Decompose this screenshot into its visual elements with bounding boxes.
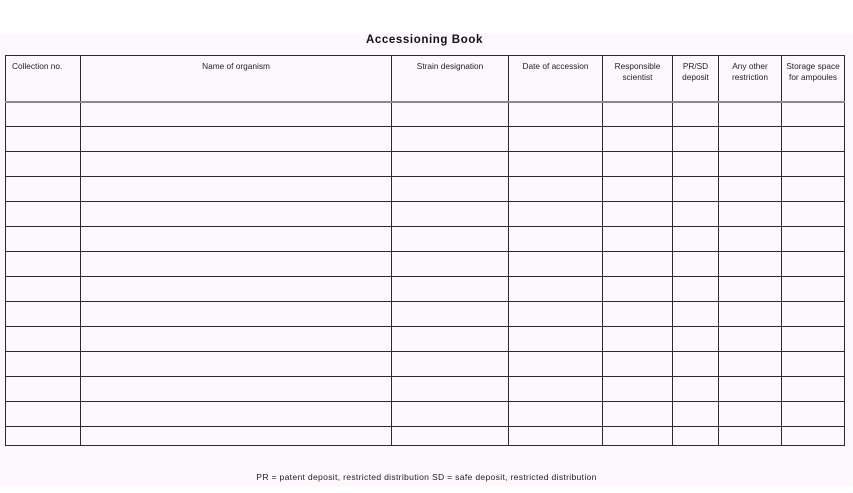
document-title: Accessioning Book (366, 34, 483, 46)
table-cell (6, 302, 81, 327)
table-cell (782, 177, 845, 202)
table-cell (392, 302, 509, 327)
table-cell (392, 277, 509, 302)
table-cell (6, 327, 81, 352)
table-cell (603, 202, 673, 227)
table-row (6, 152, 845, 177)
table-cell (81, 352, 392, 377)
table-cell (719, 102, 782, 127)
table-cell (509, 402, 603, 427)
table-cell (392, 427, 509, 446)
table-cell (392, 252, 509, 277)
table-header-row (6, 56, 845, 102)
table-cell (81, 227, 392, 252)
table-cell (719, 327, 782, 352)
table-cell (509, 252, 603, 277)
table-cell (673, 152, 719, 177)
table-cell (81, 327, 392, 352)
table-cell (782, 202, 845, 227)
table-cell (603, 127, 673, 152)
table-cell (81, 302, 392, 327)
table-cell (782, 327, 845, 352)
table-cell (719, 202, 782, 227)
table-cell (673, 302, 719, 327)
table-cell (782, 402, 845, 427)
table-cell (673, 352, 719, 377)
table-row (6, 102, 845, 127)
table-cell (392, 177, 509, 202)
table-cell (6, 202, 81, 227)
column-header-storage-space: Storage space for ampoules (782, 56, 845, 102)
table-cell (392, 102, 509, 127)
table-cell (509, 152, 603, 177)
table-cell (6, 277, 81, 302)
table-cell (603, 102, 673, 127)
table-cell (782, 277, 845, 302)
table-cell (719, 352, 782, 377)
table-row (6, 427, 845, 446)
table-cell (509, 327, 603, 352)
table-row (6, 202, 845, 227)
table-cell (392, 127, 509, 152)
table-row (6, 352, 845, 377)
accessioning-table (5, 55, 845, 446)
table-cell (509, 302, 603, 327)
column-header-pr-sd-deposit: PR/SD deposit (673, 56, 719, 102)
table-row (6, 377, 845, 402)
table-cell (603, 377, 673, 402)
table-cell (673, 377, 719, 402)
column-header-strain-designation: Strain designation (392, 56, 509, 102)
table-cell (6, 252, 81, 277)
column-header-name-of-organism: Name of organism (81, 56, 392, 102)
table-cell (392, 152, 509, 177)
table-cell (719, 252, 782, 277)
table-body (6, 102, 845, 446)
table-cell (81, 427, 392, 446)
table-cell (673, 327, 719, 352)
table-cell (603, 227, 673, 252)
table-row (6, 177, 845, 202)
table-cell (719, 227, 782, 252)
table-cell (81, 277, 392, 302)
table-cell (81, 102, 392, 127)
table-cell (392, 202, 509, 227)
table-row (6, 402, 845, 427)
table-cell (6, 102, 81, 127)
table-cell (673, 202, 719, 227)
table-cell (603, 427, 673, 446)
table-cell (603, 327, 673, 352)
table-cell (603, 177, 673, 202)
table-cell (6, 352, 81, 377)
table-cell (392, 352, 509, 377)
table-cell (673, 227, 719, 252)
table-row (6, 127, 845, 152)
table-cell (6, 377, 81, 402)
table-cell (509, 177, 603, 202)
table-cell (673, 177, 719, 202)
table-cell (6, 177, 81, 202)
table-cell (719, 302, 782, 327)
table-cell (782, 152, 845, 177)
table-cell (719, 277, 782, 302)
table-cell (81, 177, 392, 202)
table-cell (719, 127, 782, 152)
table-cell (782, 127, 845, 152)
table-cell (603, 152, 673, 177)
table-cell (81, 152, 392, 177)
table-cell (782, 427, 845, 446)
table-cell (392, 377, 509, 402)
table-cell (719, 177, 782, 202)
table-row (6, 227, 845, 252)
table-cell (782, 102, 845, 127)
table-cell (673, 277, 719, 302)
table-cell (81, 402, 392, 427)
table-row (6, 302, 845, 327)
table-cell (719, 377, 782, 402)
table-cell (392, 402, 509, 427)
table-cell (509, 202, 603, 227)
table-row (6, 252, 845, 277)
table-cell (782, 302, 845, 327)
table-cell (6, 127, 81, 152)
table-cell (603, 302, 673, 327)
column-header-responsible-scientist: Responsible scientist (603, 56, 673, 102)
column-header-any-other-restriction: Any other restriction (719, 56, 782, 102)
table-cell (603, 252, 673, 277)
table-cell (782, 352, 845, 377)
table-cell (6, 227, 81, 252)
table-cell (509, 427, 603, 446)
footnote: PR = patent deposit, restricted distribution SD = safe deposit, restricted distribution (256, 472, 597, 482)
table-cell (392, 327, 509, 352)
column-header-collection-no: Collection no. (6, 56, 81, 102)
table-cell (782, 252, 845, 277)
table-cell (603, 352, 673, 377)
table-cell (509, 377, 603, 402)
table-cell (509, 277, 603, 302)
table-cell (782, 227, 845, 252)
table-cell (509, 127, 603, 152)
table-cell (673, 402, 719, 427)
table-cell (6, 402, 81, 427)
table-cell (81, 127, 392, 152)
table-cell (673, 252, 719, 277)
table-cell (673, 427, 719, 446)
table-cell (673, 102, 719, 127)
table-row (6, 327, 845, 352)
table-cell (719, 427, 782, 446)
table-cell (81, 377, 392, 402)
table-cell (509, 102, 603, 127)
table-cell (673, 127, 719, 152)
table-cell (509, 352, 603, 377)
table-cell (719, 152, 782, 177)
table-cell (782, 377, 845, 402)
table-cell (603, 402, 673, 427)
column-header-date-of-accession: Date of accession (509, 56, 603, 102)
table-row (6, 277, 845, 302)
table-cell (6, 152, 81, 177)
table-cell (509, 227, 603, 252)
table-cell (392, 227, 509, 252)
table-cell (719, 402, 782, 427)
table-cell (6, 427, 81, 446)
table-cell (81, 202, 392, 227)
table-cell (81, 252, 392, 277)
table-cell (603, 277, 673, 302)
